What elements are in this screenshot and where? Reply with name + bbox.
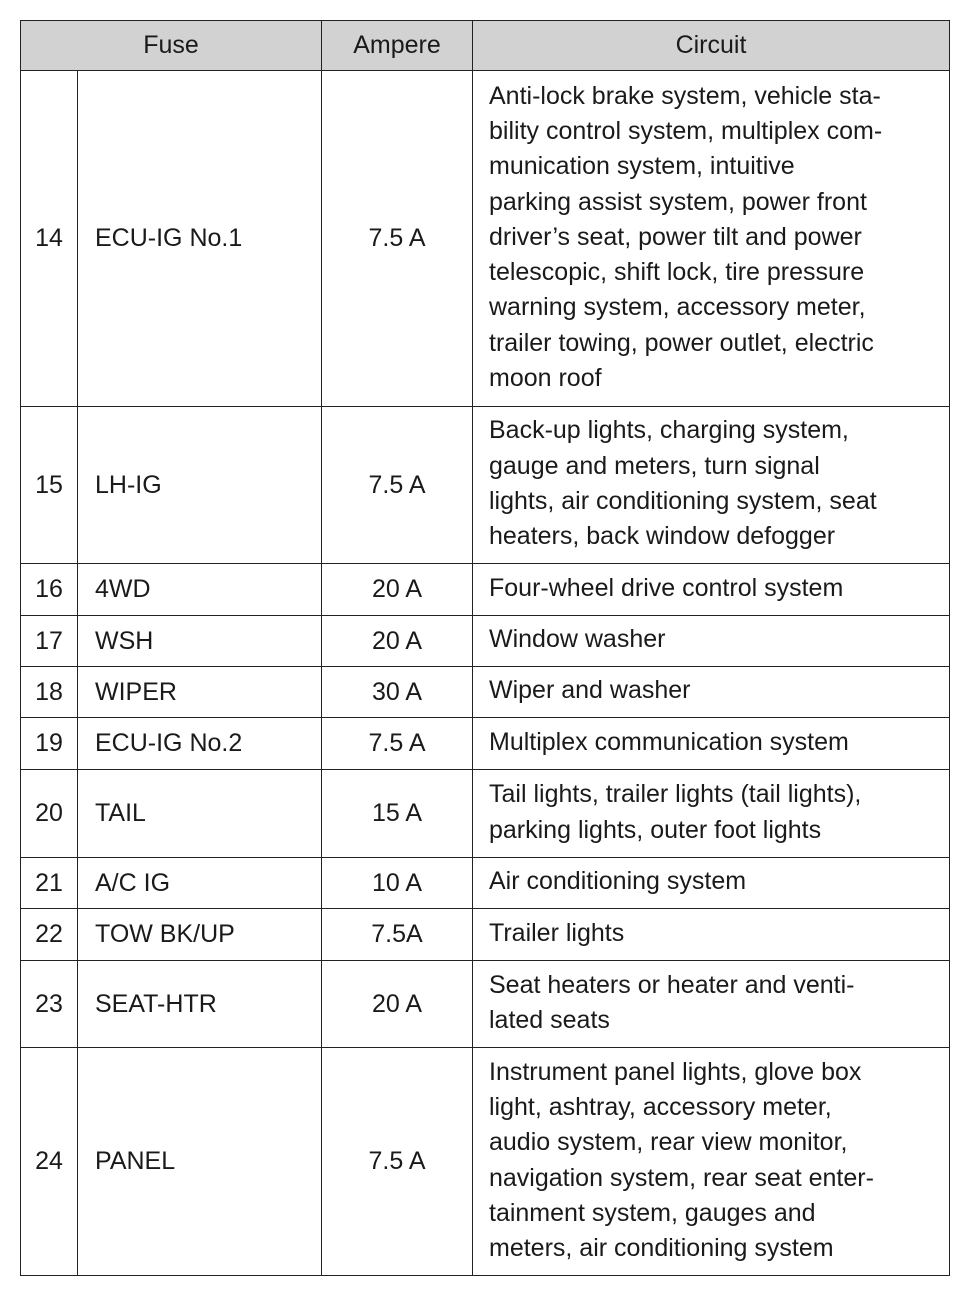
- fuse-circuit: [473, 1048, 950, 1276]
- fuse-number: 19: [21, 718, 78, 770]
- fuse-name: ECU-IG No.2: [78, 718, 322, 770]
- header-ampere: Ampere: [322, 21, 473, 71]
- fuse-name: 4WD: [78, 564, 322, 616]
- fuse-number: 21: [21, 858, 78, 909]
- fuse-number: 22: [21, 909, 78, 961]
- circuit-line: telescopic, shift lock, tire pressure: [489, 258, 865, 287]
- circuit-line: driver’s seat, power tilt and power: [489, 222, 862, 251]
- circuit-line: Anti-lock brake system, vehicle sta-: [489, 81, 881, 110]
- fuse-circuit: [473, 909, 950, 961]
- table-row: [21, 667, 950, 718]
- fuse-number: 18: [21, 667, 78, 718]
- fuse-number: 14: [21, 71, 78, 407]
- circuit-line: Instrument panel lights, glove box: [489, 1057, 862, 1086]
- circuit-line: tainment system, gauges and: [489, 1198, 816, 1227]
- fuse-number: 20: [21, 770, 78, 858]
- circuit-line: Multiplex communication system: [489, 727, 849, 756]
- circuit-line: parking assist system, power front: [489, 187, 867, 216]
- fuse-table: [20, 20, 950, 1276]
- table-row: [21, 909, 950, 961]
- fuse-circuit: [473, 858, 950, 909]
- circuit-line: Back-up lights, charging system,: [489, 416, 849, 445]
- fuse-number: 16: [21, 564, 78, 616]
- fuse-circuit: [473, 718, 950, 770]
- header-fuse: Fuse: [21, 21, 322, 71]
- table-row: [21, 770, 950, 858]
- fuse-ampere: 30 A: [322, 667, 473, 718]
- circuit-line: parking lights, outer foot lights: [489, 815, 822, 844]
- circuit-line: Seat heaters or heater and venti-: [489, 970, 855, 999]
- fuse-ampere: 7.5 A: [322, 718, 473, 770]
- circuit-line: lated seats: [489, 1006, 610, 1034]
- circuit-line: navigation system, rear seat enter-: [489, 1163, 874, 1192]
- fuse-number: 23: [21, 961, 78, 1048]
- circuit-line: munication system, intuitive: [489, 152, 795, 181]
- circuit-line: heaters, back window defogger: [489, 522, 836, 551]
- circuit-line: bility control system, multiplex com-: [489, 116, 883, 145]
- fuse-name: ECU-IG No.1: [78, 71, 322, 407]
- fuse-ampere: 7.5 A: [322, 407, 473, 564]
- fuse-ampere: 20 A: [322, 616, 473, 667]
- fuse-number: 24: [21, 1048, 78, 1276]
- circuit-line: warning system, accessory meter,: [489, 293, 866, 322]
- circuit-line: Trailer lights: [489, 918, 625, 947]
- fuse-circuit: [473, 564, 950, 616]
- fuse-ampere: 7.5A: [322, 909, 473, 961]
- circuit-line: gauge and meters, turn signal: [489, 451, 820, 480]
- fuse-number: 17: [21, 616, 78, 667]
- fuse-ampere: 7.5 A: [322, 71, 473, 407]
- fuse-circuit: [473, 71, 950, 407]
- fuse-circuit: [473, 616, 950, 667]
- header-circuit: Circuit: [473, 21, 950, 71]
- circuit-line: moon roof: [489, 364, 602, 393]
- table-row: [21, 71, 950, 407]
- fuse-ampere: 15 A: [322, 770, 473, 858]
- fuse-name: WSH: [78, 616, 322, 667]
- table-row: [21, 407, 950, 564]
- table-body: [21, 71, 950, 1276]
- table-row: [21, 564, 950, 616]
- table-row: [21, 961, 950, 1048]
- circuit-line: trailer towing, power outlet, electric: [489, 328, 874, 357]
- circuit-line: lights, air conditioning system, seat: [489, 487, 877, 515]
- circuit-line: light, ashtray, accessory meter,: [489, 1092, 832, 1121]
- circuit-line: Wiper and washer: [489, 676, 691, 705]
- fuse-circuit: [473, 770, 950, 858]
- fuse-ampere: 20 A: [322, 961, 473, 1048]
- table-row: [21, 858, 950, 909]
- circuit-line: meters, air conditioning system: [489, 1234, 834, 1263]
- table-row: [21, 616, 950, 667]
- circuit-line: Tail lights, trailer lights (tail lights),: [489, 780, 862, 809]
- fuse-ampere: 7.5 A: [322, 1048, 473, 1276]
- circuit-line: audio system, rear view monitor,: [489, 1128, 848, 1157]
- circuit-line: Four-wheel drive control system: [489, 573, 844, 602]
- fuse-name: SEAT-HTR: [78, 961, 322, 1048]
- fuse-circuit: [473, 667, 950, 718]
- fuse-ampere: 20 A: [322, 564, 473, 616]
- fuse-circuit: [473, 407, 950, 564]
- fuse-name: PANEL: [78, 1048, 322, 1276]
- fuse-name: LH-IG: [78, 407, 322, 564]
- fuse-name: A/C IG: [78, 858, 322, 909]
- circuit-line: Air conditioning system: [489, 867, 747, 896]
- circuit-line: Window washer: [489, 625, 666, 654]
- fuse-name: TOW BK/UP: [78, 909, 322, 961]
- fuse-ampere: 10 A: [322, 858, 473, 909]
- table-row: [21, 718, 950, 770]
- fuse-number: 15: [21, 407, 78, 564]
- fuse-circuit: [473, 961, 950, 1048]
- table-header-row: [21, 21, 950, 71]
- fuse-name: TAIL: [78, 770, 322, 858]
- table-row: [21, 1048, 950, 1276]
- fuse-name: WIPER: [78, 667, 322, 718]
